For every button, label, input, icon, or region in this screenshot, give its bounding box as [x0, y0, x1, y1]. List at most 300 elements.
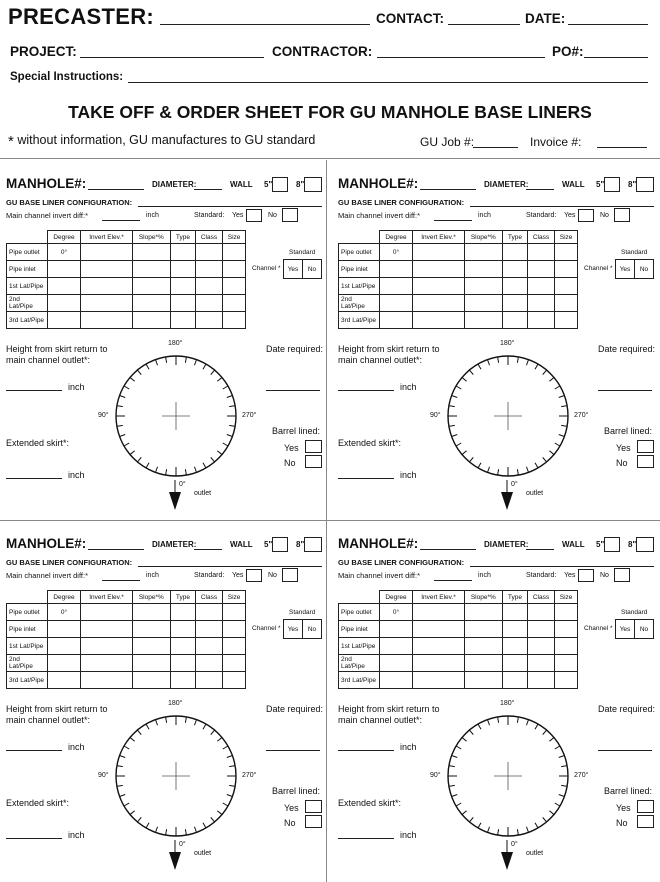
standard-column-label: Standard	[289, 609, 316, 616]
table-cell[interactable]	[413, 244, 464, 261]
table-cell[interactable]	[81, 621, 132, 638]
wall-8-checkbox[interactable]	[304, 177, 322, 192]
po-field[interactable]	[584, 57, 648, 58]
table-cell[interactable]	[503, 604, 528, 621]
standard-no-checkbox[interactable]	[282, 208, 298, 222]
table-cell[interactable]	[555, 655, 578, 672]
table-cell[interactable]	[527, 244, 554, 261]
table-cell[interactable]	[379, 278, 413, 295]
table-cell[interactable]	[503, 672, 528, 689]
pipe-outlet-degree: 0°	[47, 244, 81, 261]
height-field[interactable]	[6, 390, 62, 391]
table-cell[interactable]	[132, 604, 171, 621]
invert-diff-field[interactable]	[102, 580, 140, 581]
table-cell[interactable]	[503, 295, 528, 312]
orientation-dial[interactable]	[112, 352, 240, 480]
wall-8-checkbox[interactable]	[636, 537, 654, 552]
table-cell[interactable]	[413, 621, 464, 638]
diameter-label: DIAMETER:	[484, 540, 529, 549]
diameter-field[interactable]	[194, 549, 222, 550]
dial-90-label: 90°	[98, 772, 109, 779]
wall-5-label: 5"	[596, 180, 605, 189]
table-cell[interactable]	[171, 312, 196, 329]
table-cell[interactable]	[379, 261, 413, 278]
height-label	[338, 704, 440, 726]
table-cell[interactable]	[195, 655, 222, 672]
dial-tick	[166, 357, 167, 363]
table-cell[interactable]	[464, 295, 503, 312]
barrel-no-label: No	[284, 818, 296, 828]
col-invert-elev: Invert Elev.*	[81, 231, 132, 244]
wall-label: WALL	[230, 540, 253, 549]
standard-no-checkbox[interactable]	[282, 568, 298, 582]
barrel-no-checkbox[interactable]	[305, 455, 322, 468]
table-cell[interactable]	[464, 244, 503, 261]
standard-yes-checkbox[interactable]	[578, 209, 594, 222]
project-field[interactable]	[80, 57, 264, 58]
table-cell[interactable]	[503, 655, 528, 672]
table-cell[interactable]	[171, 655, 196, 672]
col-degree: Degree	[47, 591, 81, 604]
date-required-field[interactable]	[598, 390, 652, 391]
dial-tick	[117, 406, 123, 407]
config-field[interactable]	[470, 206, 654, 207]
table-cell[interactable]	[503, 638, 528, 655]
table-cell[interactable]	[527, 672, 554, 689]
manhole-panel-1	[6, 160, 324, 512]
table-cell[interactable]	[379, 312, 413, 329]
table-cell[interactable]	[195, 261, 222, 278]
wall-label: WALL	[230, 180, 253, 189]
height-unit: inch	[400, 742, 417, 752]
table-cell[interactable]	[171, 244, 196, 261]
table-cell[interactable]	[132, 655, 171, 672]
special-instructions-label: Special Instructions:	[10, 71, 124, 83]
col-slope: Slope*%	[132, 231, 171, 244]
table-cell[interactable]	[47, 672, 81, 689]
manhole-number-field[interactable]	[420, 189, 476, 190]
table-cell[interactable]	[47, 638, 81, 655]
dial-tick	[117, 785, 123, 786]
standard-yes-label: Yes	[232, 572, 244, 579]
dial-tick	[555, 443, 560, 446]
dial-tick	[211, 730, 215, 735]
table-cell[interactable]	[527, 638, 554, 655]
channel-standard-table	[283, 259, 322, 279]
table-cell[interactable]	[413, 295, 464, 312]
pipe-table	[338, 230, 578, 329]
table-cell[interactable]	[503, 261, 528, 278]
extended-skirt-field[interactable]	[6, 838, 62, 839]
dial-180-label: 180°	[168, 340, 183, 347]
orientation-dial[interactable]	[444, 352, 572, 480]
table-cell[interactable]	[464, 655, 503, 672]
table-cell[interactable]	[195, 244, 222, 261]
table-cell[interactable]	[132, 295, 171, 312]
col-invert-elev: Invert Elev.*	[413, 591, 464, 604]
table-cell[interactable]	[223, 672, 246, 689]
height-field[interactable]	[338, 390, 394, 391]
gu-job-field[interactable]	[473, 147, 518, 148]
barrel-no-checkbox[interactable]	[637, 455, 654, 468]
channel-label: Channel *	[252, 265, 281, 272]
date-required-field[interactable]	[266, 390, 320, 391]
table-cell[interactable]	[555, 295, 578, 312]
table-cell[interactable]	[223, 655, 246, 672]
dial-tick	[223, 386, 228, 389]
table-cell[interactable]	[379, 638, 413, 655]
table-cell[interactable]	[413, 672, 464, 689]
dial-tick	[137, 370, 141, 375]
outlet-label: outlet	[526, 850, 544, 857]
standard-yes-checkbox[interactable]	[246, 569, 262, 582]
dial-tick	[124, 386, 129, 389]
table-cell[interactable]	[195, 672, 222, 689]
table-cell[interactable]	[555, 638, 578, 655]
dial-tick	[137, 457, 141, 462]
table-cell[interactable]	[464, 278, 503, 295]
table-cell[interactable]	[555, 261, 578, 278]
dial-tick	[549, 811, 554, 815]
table-cell[interactable]	[464, 261, 503, 278]
manhole-number-field[interactable]	[88, 549, 144, 550]
barrel-yes-label: Yes	[616, 443, 631, 453]
table-cell[interactable]	[413, 278, 464, 295]
col-invert-elev: Invert Elev.*	[413, 231, 464, 244]
table-cell[interactable]	[195, 295, 222, 312]
invert-diff-field[interactable]	[434, 580, 472, 581]
extended-skirt-label: Extended skirt*:	[338, 438, 402, 448]
height-label-line1: Height from skirt return to	[338, 344, 440, 354]
outlet-label: outlet	[194, 490, 212, 497]
date-field[interactable]	[568, 24, 648, 25]
table-cell[interactable]	[171, 295, 196, 312]
date-required-field[interactable]	[266, 750, 320, 751]
standard-no-label: No	[268, 212, 277, 219]
table-cell[interactable]	[379, 655, 413, 672]
precaster-label: PRECASTER:	[8, 4, 155, 29]
wall-5-checkbox[interactable]	[604, 537, 620, 552]
wall-5-checkbox[interactable]	[272, 537, 288, 552]
table-cell[interactable]	[413, 312, 464, 329]
dial-tick	[449, 785, 455, 786]
barrel-yes-label: Yes	[284, 803, 299, 813]
extended-skirt-field[interactable]	[6, 478, 62, 479]
diameter-field[interactable]	[526, 189, 554, 190]
table-cell[interactable]	[223, 244, 246, 261]
table-cell[interactable]	[223, 295, 246, 312]
invert-diff-unit: inch	[478, 212, 491, 219]
table-cell[interactable]	[81, 278, 132, 295]
table-cell[interactable]	[195, 621, 222, 638]
dial-tick	[166, 717, 167, 723]
dial-tick	[194, 720, 196, 726]
height-field[interactable]	[338, 750, 394, 751]
extended-skirt-field[interactable]	[338, 478, 394, 479]
wall-8-checkbox[interactable]	[304, 537, 322, 552]
dial-tick	[487, 720, 489, 726]
table-cell[interactable]	[464, 621, 503, 638]
contractor-label: CONTRACTOR:	[272, 44, 373, 59]
table-cell[interactable]	[81, 295, 132, 312]
barrel-no-checkbox[interactable]	[305, 815, 322, 828]
table-cell[interactable]	[81, 244, 132, 261]
table-cell[interactable]	[171, 672, 196, 689]
dial-tick	[517, 357, 518, 363]
dial-tick	[456, 803, 461, 806]
table-cell[interactable]	[555, 621, 578, 638]
barrel-no-label: No	[616, 458, 628, 468]
table-cell[interactable]	[171, 278, 196, 295]
dial-tick	[561, 766, 567, 767]
manhole-panel-2	[338, 160, 656, 512]
channel-label: Channel *	[584, 625, 613, 632]
table-cell[interactable]	[413, 261, 464, 278]
table-cell[interactable]	[555, 604, 578, 621]
date-required-field[interactable]	[598, 750, 652, 751]
table-cell[interactable]	[47, 261, 81, 278]
extended-skirt-unit: inch	[68, 830, 85, 840]
table-cell[interactable]	[171, 604, 196, 621]
dial-270-label: 270°	[574, 772, 589, 779]
dial-tick	[155, 827, 157, 833]
table-cell[interactable]	[223, 312, 246, 329]
extended-skirt-label: Extended skirt*:	[6, 798, 70, 808]
table-cell[interactable]	[223, 278, 246, 295]
table-cell[interactable]	[527, 312, 554, 329]
height-label-line2: main channel outlet*:	[6, 715, 91, 725]
wall-5-checkbox[interactable]	[272, 177, 288, 192]
channel-standard-table	[615, 619, 654, 639]
table-cell[interactable]	[171, 638, 196, 655]
invert-diff-unit: inch	[146, 212, 159, 219]
table-cell[interactable]	[223, 638, 246, 655]
table-cell[interactable]	[81, 638, 132, 655]
table-cell[interactable]	[132, 261, 171, 278]
table-cell[interactable]	[81, 312, 132, 329]
dial-tick	[498, 357, 499, 363]
dial-tick	[120, 794, 126, 796]
dial-tick	[155, 720, 157, 726]
wall-5-checkbox[interactable]	[604, 177, 620, 192]
dial-tick	[517, 469, 518, 475]
table-cell[interactable]	[527, 278, 554, 295]
invert-diff-label: Main channel invert diff:*	[6, 211, 88, 220]
table-cell[interactable]	[171, 261, 196, 278]
dial-tick	[456, 443, 461, 446]
table-cell[interactable]	[527, 621, 554, 638]
table-cell[interactable]	[413, 604, 464, 621]
table-cell[interactable]	[555, 278, 578, 295]
pipe-table	[6, 590, 246, 689]
row-pipe-inlet: Pipe inlet	[339, 621, 380, 638]
dial-tick	[555, 386, 560, 389]
table-cell[interactable]	[132, 312, 171, 329]
table-cell[interactable]	[171, 621, 196, 638]
height-label	[6, 344, 108, 366]
channel-no-label: No	[635, 620, 654, 639]
dial-tick	[130, 451, 135, 455]
config-field[interactable]	[470, 566, 654, 567]
row-3rd-lat: 3rd Lat/Pipe	[339, 312, 380, 329]
table-cell[interactable]	[555, 672, 578, 689]
table-cell[interactable]	[195, 604, 222, 621]
table-cell[interactable]	[81, 655, 132, 672]
date-required-label: Date required:	[266, 344, 324, 354]
contact-field[interactable]	[448, 24, 520, 25]
table-cell[interactable]	[379, 621, 413, 638]
wall-8-label: 8"	[296, 540, 305, 549]
height-label-line2: main channel outlet*:	[6, 355, 91, 365]
row-1st-lat: 1st Lat/Pipe	[339, 278, 380, 295]
height-label	[338, 344, 440, 366]
dial-tick	[526, 827, 528, 833]
invoice-field[interactable]	[597, 147, 647, 148]
diameter-field[interactable]	[194, 189, 222, 190]
wall-8-label: 8"	[628, 540, 637, 549]
config-field[interactable]	[138, 206, 322, 207]
special-instructions-field[interactable]	[128, 82, 648, 83]
barrel-yes-label: Yes	[616, 803, 631, 813]
barrel-yes-checkbox[interactable]	[305, 440, 322, 453]
col-class: Class	[195, 591, 222, 604]
channel-label: Channel *	[252, 625, 281, 632]
table-cell[interactable]	[195, 312, 222, 329]
page-title: TAKE OFF & ORDER SHEET FOR GU MANHOLE BASE LINERS	[68, 102, 592, 122]
table-cell[interactable]	[464, 672, 503, 689]
manhole-number-field[interactable]	[88, 189, 144, 190]
dial-0-label: 0°	[179, 841, 186, 848]
channel-yes-label: Yes	[616, 620, 635, 639]
dial-tick	[543, 370, 547, 375]
height-field[interactable]	[6, 750, 62, 751]
date-required-label: Date required:	[598, 704, 656, 714]
project-label: PROJECT:	[10, 44, 77, 59]
table-cell[interactable]	[132, 244, 171, 261]
table-cell[interactable]	[413, 638, 464, 655]
col-class: Class	[527, 591, 554, 604]
dial-90-label: 90°	[98, 412, 109, 419]
extended-skirt-unit: inch	[400, 830, 417, 840]
orientation-dial[interactable]	[112, 712, 240, 840]
table-cell[interactable]	[464, 312, 503, 329]
table-cell[interactable]	[464, 604, 503, 621]
po-label: PO#:	[552, 44, 584, 59]
wall-8-checkbox[interactable]	[636, 177, 654, 192]
dial-tick	[549, 377, 554, 381]
standard-no-checkbox[interactable]	[614, 568, 630, 582]
table-cell[interactable]	[132, 621, 171, 638]
standard-yes-checkbox[interactable]	[246, 209, 262, 222]
standard-yes-checkbox[interactable]	[578, 569, 594, 582]
table-cell[interactable]	[527, 261, 554, 278]
table-cell[interactable]	[132, 672, 171, 689]
dial-tick	[452, 794, 458, 796]
table-cell[interactable]	[555, 312, 578, 329]
table-cell[interactable]	[223, 261, 246, 278]
table-cell[interactable]	[81, 672, 132, 689]
invert-diff-field[interactable]	[434, 220, 472, 221]
table-cell[interactable]	[555, 244, 578, 261]
table-cell[interactable]	[223, 604, 246, 621]
dial-tick	[137, 817, 141, 822]
dial-tick	[449, 406, 455, 407]
diameter-field[interactable]	[526, 549, 554, 550]
table-cell[interactable]	[503, 278, 528, 295]
table-cell[interactable]	[47, 295, 81, 312]
height-unit: inch	[68, 382, 85, 392]
table-cell[interactable]	[132, 278, 171, 295]
table-cell[interactable]	[47, 278, 81, 295]
manhole-number-field[interactable]	[420, 549, 476, 550]
table-cell[interactable]	[464, 638, 503, 655]
table-cell[interactable]	[503, 312, 528, 329]
row-pipe-outlet: Pipe outlet	[7, 244, 48, 261]
extended-skirt-field[interactable]	[338, 838, 394, 839]
table-cell[interactable]	[527, 604, 554, 621]
barrel-yes-checkbox[interactable]	[305, 800, 322, 813]
table-cell[interactable]	[47, 655, 81, 672]
col-size: Size	[555, 591, 578, 604]
dial-tick	[120, 395, 126, 397]
contact-label: CONTACT:	[376, 11, 444, 26]
table-cell[interactable]	[413, 655, 464, 672]
channel-no-label: No	[303, 620, 322, 639]
height-unit: inch	[400, 382, 417, 392]
col-degree: Degree	[379, 591, 413, 604]
dial-tick	[211, 817, 215, 822]
precaster-field[interactable]	[160, 24, 370, 25]
config-label: GU BASE LINER CONFIGURATION:	[6, 198, 133, 207]
dial-tick	[462, 811, 467, 815]
col-slope: Slope*%	[132, 591, 171, 604]
table-cell[interactable]	[47, 621, 81, 638]
table-cell[interactable]	[379, 672, 413, 689]
contractor-field[interactable]	[377, 57, 545, 58]
height-label-line1: Height from skirt return to	[338, 704, 440, 714]
col-size: Size	[223, 591, 246, 604]
standard-label: Standard:	[194, 212, 225, 219]
row-pipe-inlet: Pipe inlet	[7, 261, 48, 278]
table-cell[interactable]	[81, 604, 132, 621]
table-cell[interactable]	[195, 638, 222, 655]
dial-tick	[194, 467, 196, 473]
orientation-dial[interactable]	[444, 712, 572, 840]
standard-no-checkbox[interactable]	[614, 208, 630, 222]
table-cell[interactable]	[195, 278, 222, 295]
table-cell[interactable]	[81, 261, 132, 278]
barrel-no-checkbox[interactable]	[637, 815, 654, 828]
extended-skirt-unit: inch	[400, 470, 417, 480]
config-field[interactable]	[138, 566, 322, 567]
barrel-yes-checkbox[interactable]	[637, 440, 654, 453]
table-cell[interactable]	[132, 638, 171, 655]
table-cell[interactable]	[503, 621, 528, 638]
table-cell[interactable]	[47, 312, 81, 329]
table-cell[interactable]	[503, 244, 528, 261]
dial-tick	[166, 469, 167, 475]
table-cell[interactable]	[379, 295, 413, 312]
table-cell[interactable]	[527, 655, 554, 672]
barrel-yes-checkbox[interactable]	[637, 800, 654, 813]
height-label-line1: Height from skirt return to	[6, 704, 108, 714]
invoice-label: Invoice #:	[530, 135, 582, 149]
invert-diff-field[interactable]	[102, 220, 140, 221]
table-cell[interactable]	[527, 295, 554, 312]
channel-yes-label: Yes	[284, 260, 303, 279]
dial-tick	[543, 817, 547, 822]
table-cell[interactable]	[223, 621, 246, 638]
